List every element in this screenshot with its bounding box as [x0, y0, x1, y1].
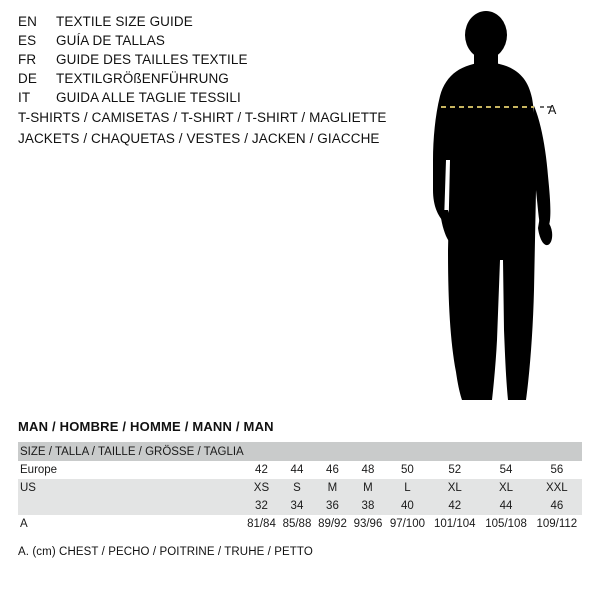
garment-categories	[18, 110, 438, 152]
table-cell: 89/92	[315, 515, 351, 533]
table-cell: 85/88	[279, 515, 315, 533]
table-row	[18, 461, 582, 479]
table-cell: 46	[532, 497, 582, 515]
table-cell: 40	[386, 497, 429, 515]
language-row	[18, 14, 398, 33]
language-list	[18, 14, 398, 109]
table-footnote: A. (cm) CHEST / PECHO / POITRINE / TRUHE / PETTO	[18, 546, 313, 558]
table-cell: 44	[279, 461, 315, 479]
table-cell: 38	[350, 497, 386, 515]
table-cell: 42	[244, 461, 280, 479]
table-cell: 34	[279, 497, 315, 515]
table-header-cell	[429, 442, 480, 461]
table-cell: 81/84	[244, 515, 280, 533]
category-jackets: JACKETS / CHAQUETAS / VESTES / JACKEN / GIACCHE	[18, 131, 380, 146]
table-cell: XL	[429, 479, 480, 497]
table-cell: M	[350, 479, 386, 497]
table-cell: 52	[429, 461, 480, 479]
table-header-row	[18, 442, 582, 461]
table-cell: 54	[480, 461, 531, 479]
row-label	[18, 497, 244, 515]
body-figure	[400, 10, 600, 410]
row-label: US	[18, 479, 244, 497]
language-code: ES	[18, 33, 37, 48]
table-cell: 101/104	[429, 515, 480, 533]
table-header-cell	[532, 442, 582, 461]
table-cell: 109/112	[532, 515, 582, 533]
size-table	[18, 442, 582, 533]
table-cell: 97/100	[386, 515, 429, 533]
language-text: GUIDA ALLE TAGLIE TESSILI	[56, 90, 241, 105]
table-cell: XS	[244, 479, 280, 497]
table-cell: 48	[350, 461, 386, 479]
table-cell: S	[279, 479, 315, 497]
table-header-cell	[279, 442, 315, 461]
category-tshirts: T-SHIRTS / CAMISETAS / T-SHIRT / T-SHIRT / MAGLIETTE	[18, 110, 387, 125]
table-header-cell	[244, 442, 280, 461]
table-row	[18, 497, 582, 515]
table-header-cell	[386, 442, 429, 461]
table-cell: 32	[244, 497, 280, 515]
language-text: GUIDE DES TAILLES TEXTILE	[56, 52, 248, 67]
male-silhouette-icon	[433, 11, 552, 400]
table-cell: 50	[386, 461, 429, 479]
table-section-title: MAN / HOMBRE / HOMME / MANN / MAN	[18, 419, 274, 434]
language-text: GUÍA DE TALLAS	[56, 33, 165, 48]
language-code: DE	[18, 71, 37, 86]
table-row	[18, 515, 582, 533]
table-cell: XXL	[532, 479, 582, 497]
table-cell: 56	[532, 461, 582, 479]
row-label: Europe	[18, 461, 244, 479]
table-cell: XL	[480, 479, 531, 497]
language-row	[18, 33, 398, 52]
table-cell: 44	[480, 497, 531, 515]
language-code: FR	[18, 52, 37, 67]
language-code: EN	[18, 14, 37, 29]
table-cell: M	[315, 479, 351, 497]
language-row	[18, 71, 398, 90]
language-row	[18, 90, 398, 109]
measure-label-a: A	[548, 103, 557, 117]
language-row	[18, 52, 398, 71]
table-cell: 42	[429, 497, 480, 515]
language-text: TEXTILGRÖßENFÜHRUNG	[56, 71, 229, 86]
table-cell: 36	[315, 497, 351, 515]
row-label: A	[18, 515, 244, 533]
table-cell: 105/108	[480, 515, 531, 533]
table-header-cell	[480, 442, 531, 461]
language-code: IT	[18, 90, 31, 105]
language-text: TEXTILE SIZE GUIDE	[56, 14, 193, 29]
table-header-cell	[315, 442, 351, 461]
table-cell: 46	[315, 461, 351, 479]
table-cell: 93/96	[350, 515, 386, 533]
table-row	[18, 479, 582, 497]
table-header-cell: SIZE / TALLA / TAILLE / GRÖSSE / TAGLIA	[18, 442, 244, 461]
table-header-cell	[350, 442, 386, 461]
table-cell: L	[386, 479, 429, 497]
